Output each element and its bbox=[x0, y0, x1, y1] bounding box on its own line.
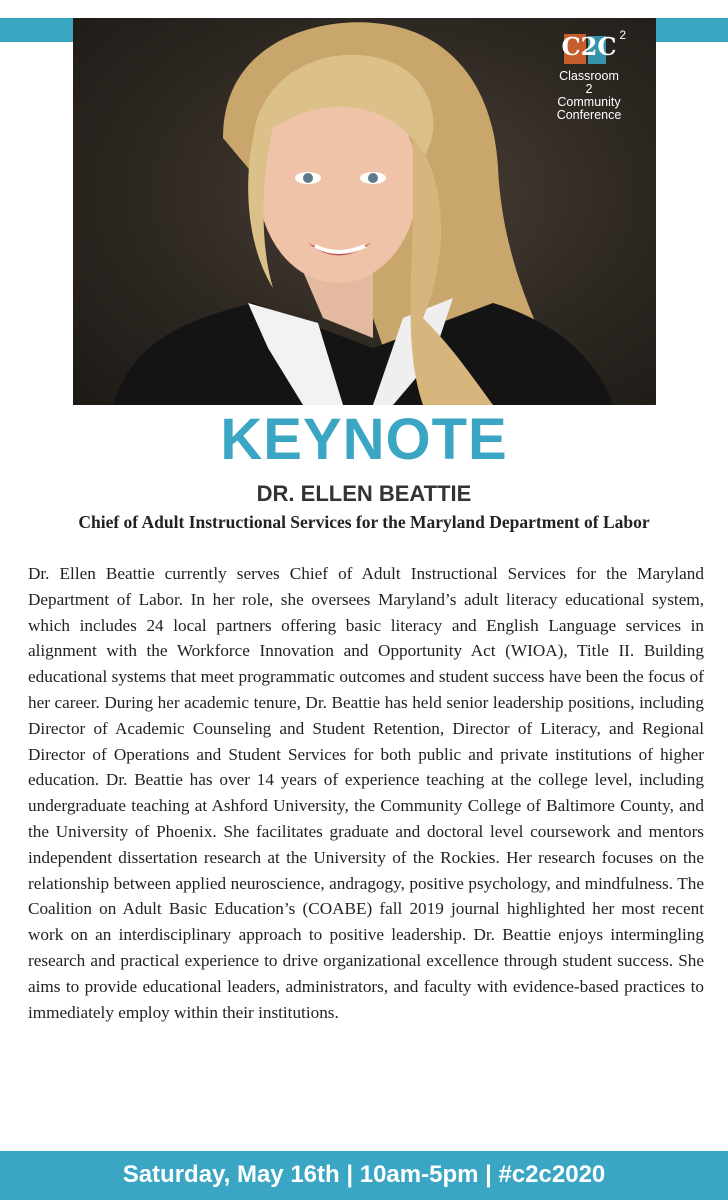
event-footer: Saturday, May 16th | 10am-5pm | #c2c2020 bbox=[0, 1151, 728, 1200]
logo-line-community: Community bbox=[557, 95, 621, 109]
logo-line-2: 2 bbox=[585, 82, 593, 96]
logo-mark bbox=[558, 28, 626, 70]
logo-line-conference: Conference bbox=[556, 108, 622, 122]
logo-mark-text: C2C bbox=[561, 32, 617, 61]
speaker-photo bbox=[73, 18, 656, 405]
speaker-bio: Dr. Ellen Beattie currently serves Chief of Adult Instructional Services for the Maryland Department of Labor. In her role, she oversees Maryland’s adult literacy educational system, which includes 24 local partners offering basic literacy and English Language services in alignment with the Workforce Innovation and Opportunity Act (WIOA), Title II. Building educational systems that meet programmatic outcomes and student success have been the focus of her career. During her academic tenure, Dr. Beattie has held senior leadership positions, including Director of Academic Counseling and Student Retention, Director of Literacy, and Regional Director of Operations and Student Services for both public and private institutions of higher education. Dr. Beattie has over 14 years of experience teaching at the college level, including undergraduate teaching at Ashford University, the Community College of Baltimore County, and the University of Phoenix. She facilitates graduate and doctoral level coursework and mentors independent dissertation research at the University of the Rockies. Her research focuses on the relationship between applied neuroscience, andragogy, positive psychology, and mindfulness. The Coalition on Adult Basic Education’s (COABE) fall 2019 journal highlighted her most recent work on an interdisciplinary approach to positive leadership. Dr. Beattie enjoys intermingling research and practical experience to drive organizational excellence through student success. She aims to provide educational leaders, administrators, and faculty with evidence-based practices to immediately employ within their institutions. bbox=[28, 564, 704, 1022]
keynote-heading: KEYNOTE bbox=[220, 407, 508, 472]
speaker-name: DR. ELLEN BEATTIE bbox=[256, 481, 472, 506]
logo-line-classroom: Classroom bbox=[559, 69, 619, 83]
speaker-title: Chief of Adult Instructional Services for the Maryland Department of Labor bbox=[78, 512, 650, 532]
logo-superscript: 2 bbox=[619, 28, 626, 42]
conference-logo bbox=[544, 30, 634, 140]
